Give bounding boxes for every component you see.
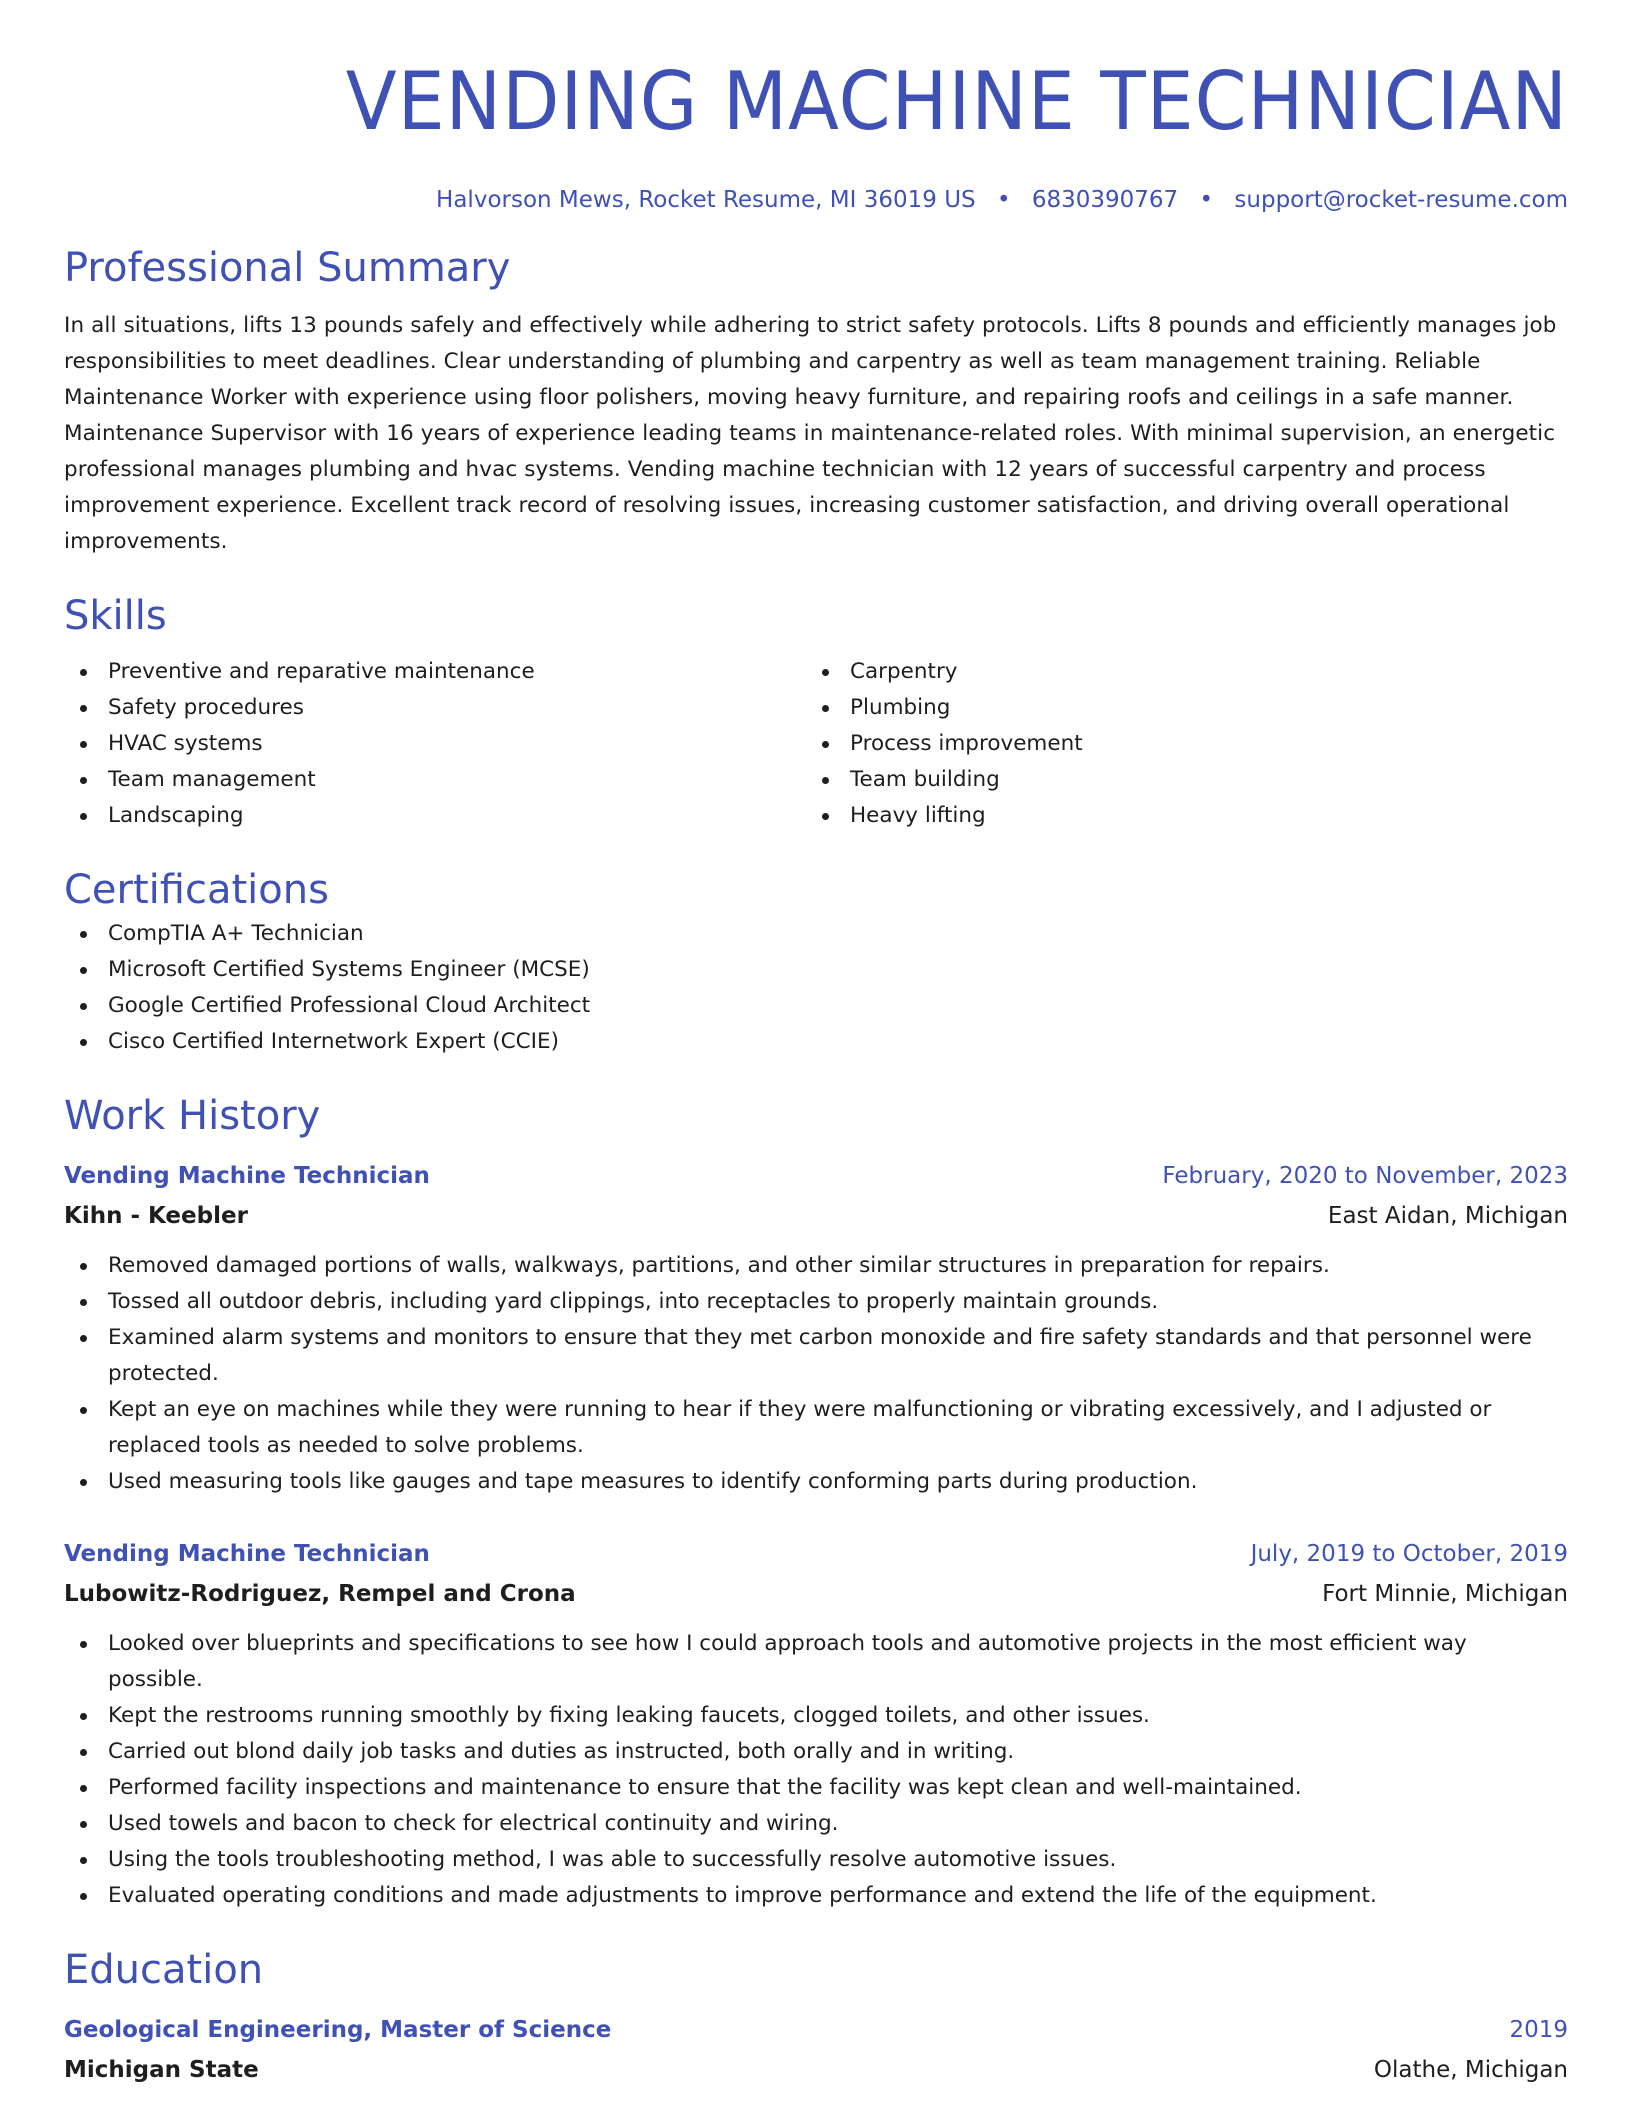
job-company: Kihn - Keebler	[64, 1203, 248, 1229]
job-dates: July, 2019 to October, 2019	[1250, 1541, 1568, 1567]
job-company-row	[64, 1574, 1568, 1614]
certifications-list	[64, 916, 1568, 1060]
job-duty: Evaluated operating conditions and made adjustments to improve performance and extend the life of the equipment.	[64, 1878, 1568, 1914]
skill-item: Landscaping	[64, 798, 806, 834]
job-duties-list	[64, 1248, 1568, 1500]
job-duty: Carried out blond daily job tasks and duties as instructed, both orally and in writing.	[64, 1734, 1568, 1770]
skill-item: Safety procedures	[64, 690, 806, 726]
education-entry	[64, 2010, 1568, 2090]
skills-list-right	[806, 654, 1548, 834]
skills-heading: Skills	[64, 593, 167, 639]
skills-column-left	[64, 654, 806, 834]
job-duty: Used towels and bacon to check for electrical continuity and wiring.	[64, 1806, 1568, 1842]
job-duty: Used measuring tools like gauges and tape measures to identify conforming parts during production.	[64, 1464, 1568, 1500]
skill-item: HVAC systems	[64, 726, 806, 762]
job-duty: Performed facility inspections and maintenance to ensure that the facility was kept clean and well-maintained.	[64, 1770, 1568, 1806]
skill-item: Heavy lifting	[806, 798, 1548, 834]
summary-text: In all situations, lifts 13 pounds safely and effectively while adhering to strict safety protocols. Lifts 8 pounds and efficiently manages job responsibilities to meet deadlines. Clear understanding of plumbing and carpentry as well as team management training. Reliable Maintenance Worker with experience using floor polishers, moving heavy furniture, and repairing roofs and ceilings in a safe manner. Maintenance Supervisor with 16 years of experience leading teams in maintenance-related roles. With minimal supervision, an energetic professional manages plumbing and hvac systems. Vending machine technician with 12 years of successful carpentry and process improvement experience. Excellent track record of resolving issues, increasing customer satisfaction, and driving overall operational improvements.	[64, 313, 1557, 554]
education-heading: Education	[64, 1947, 264, 1993]
work-history-heading: Work History	[64, 1093, 321, 1139]
contact-email: support@rocket-resume.com	[1234, 187, 1568, 213]
job-header-row	[64, 1534, 1568, 1574]
job-duties-list	[64, 1626, 1568, 1914]
skill-item: Team building	[806, 762, 1548, 798]
education-school: Michigan State	[64, 2057, 259, 2083]
certification-item: Cisco Certified Internetwork Expert (CCIE)	[64, 1024, 1568, 1060]
job-header-row	[64, 1156, 1568, 1196]
skill-item: Carpentry	[806, 654, 1548, 690]
candidate-name: VENDING MACHINE TECHNICIAN	[345, 55, 1568, 148]
contact-address: Halvorson Mews, Rocket Resume, MI 36019 US	[436, 187, 976, 213]
job-location: Fort Minnie, Michigan	[1322, 1581, 1568, 1607]
job-dates: February, 2020 to November, 2023	[1162, 1163, 1568, 1189]
job-company: Lubowitz-Rodriguez, Rempel and Crona	[64, 1581, 576, 1607]
education-year: 2019	[1509, 2017, 1568, 2043]
job-entry	[64, 1156, 1568, 1500]
summary-heading: Professional Summary	[64, 245, 511, 291]
certification-item: Microsoft Certified Systems Engineer (MCSE)	[64, 952, 1568, 988]
contact-line	[64, 180, 1568, 220]
job-duty: Removed damaged portions of walls, walkways, partitions, and other similar structures in preparation for repairs.	[64, 1248, 1568, 1284]
job-title: Vending Machine Technician	[64, 1163, 430, 1189]
education-degree: Geological Engineering, Master of Science	[64, 2017, 612, 2043]
education-location: Olathe, Michigan	[1373, 2057, 1568, 2083]
job-entry	[64, 1534, 1568, 1914]
contact-phone: 6830390767	[1031, 187, 1179, 213]
job-title: Vending Machine Technician	[64, 1541, 430, 1567]
contact-separator: •	[1199, 187, 1214, 213]
education-degree-row	[64, 2010, 1568, 2050]
skill-item: Preventive and reparative maintenance	[64, 654, 806, 690]
certification-item: CompTIA A+ Technician	[64, 916, 1568, 952]
job-duty: Using the tools troubleshooting method, I was able to successfully resolve automotive issues.	[64, 1842, 1568, 1878]
education-school-row	[64, 2050, 1568, 2090]
job-company-row	[64, 1196, 1568, 1236]
job-duty: Kept an eye on machines while they were running to hear if they were malfunctioning or vibrating excessively, and I adjusted or replaced tools as needed to solve problems.	[64, 1392, 1568, 1464]
skill-item: Process improvement	[806, 726, 1548, 762]
skills-list-left	[64, 654, 806, 834]
skill-item: Team management	[64, 762, 806, 798]
skills-columns	[64, 654, 1568, 834]
job-duty: Examined alarm systems and monitors to ensure that they met carbon monoxide and fire safety standards and that personnel were protected.	[64, 1320, 1568, 1392]
certifications-heading: Certifications	[64, 867, 329, 913]
certification-item: Google Certified Professional Cloud Architect	[64, 988, 1568, 1024]
skill-item: Plumbing	[806, 690, 1548, 726]
skills-column-right	[806, 654, 1548, 834]
job-duty: Kept the restrooms running smoothly by fixing leaking faucets, clogged toilets, and other issues.	[64, 1698, 1568, 1734]
job-duty: Looked over blueprints and specifications to see how I could approach tools and automotive projects in the most efficient way possible.	[64, 1626, 1568, 1698]
job-location: East Aidan, Michigan	[1327, 1203, 1568, 1229]
contact-separator: •	[996, 187, 1011, 213]
job-duty: Tossed all outdoor debris, including yard clippings, into receptacles to properly maintain grounds.	[64, 1284, 1568, 1320]
